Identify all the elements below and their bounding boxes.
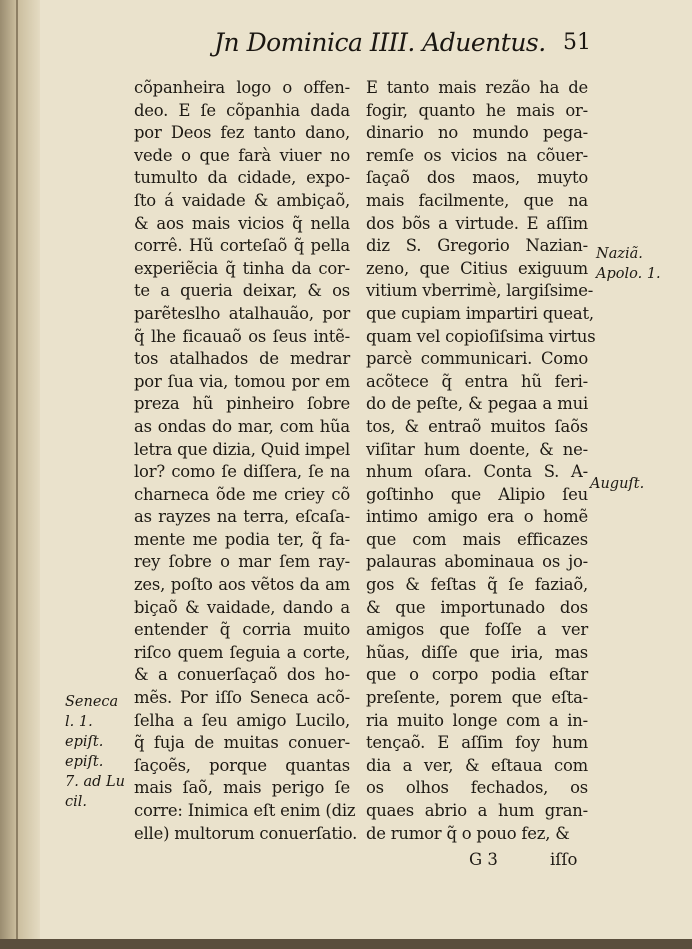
text-line: lor? como ſe diſſera, ſe na — [134, 462, 350, 482]
text-line: gos & feſtas q̃ ſe faziaõ, — [366, 575, 588, 595]
text-line: hũas, diſſe que iria, mas — [366, 642, 588, 662]
margin-note-line: Seneca — [65, 694, 119, 710]
text-line: por Deos fez tanto dano, — [134, 123, 350, 143]
text-line: mais facilmente, que na — [366, 190, 588, 210]
text-line: experiẽcia q̃ tinha da cor- — [134, 258, 350, 278]
margin-note-line: Naziã. — [596, 246, 643, 262]
text-line: por ſua via, tomou por em — [134, 371, 350, 391]
text-line: cõpanheira logo o offen- — [134, 78, 350, 97]
text-line: quam vel copioſiſsima virtus — [366, 326, 596, 346]
text-line: vede o que farà viuer no — [134, 145, 350, 165]
text-line: rey ſobre o mar ſem ray- — [134, 552, 350, 572]
text-line: riſco quem ſeguia a corte, — [134, 642, 350, 662]
text-line: palauras abominaua os jo- — [366, 552, 588, 572]
text-line: preza hũ pinheiro ſobre — [134, 394, 350, 414]
text-line: q̃ fuja de muitas conuer- — [134, 733, 350, 753]
text-line: ſaçoẽs, porque quantas — [134, 755, 350, 775]
text-line: ſelha a ſeu amigo Lucilo, — [134, 710, 350, 730]
text-line: tos, & entraõ muitos ſaõs — [366, 416, 588, 436]
margin-note-seneca — [65, 692, 131, 812]
text-line: dinario no mundo pega- — [366, 123, 588, 143]
margin-note-line: 7. ad Lu — [65, 774, 125, 790]
binding-gutter — [0, 0, 40, 949]
text-line: biçaõ & vaidade, dando a — [134, 597, 350, 617]
text-line: corrê. Hũ corteſaõ q̃ pella — [134, 236, 350, 256]
text-line: as rayzes na terra, eſcaſa- — [134, 507, 350, 527]
margin-note-line: Apolo. 1. — [596, 266, 661, 282]
text-line: entender q̃ corria muito — [134, 620, 350, 640]
text-line: que com mais efficazes — [366, 529, 588, 549]
text-line: elle) multorum conuerſatio. — [134, 823, 358, 843]
margin-note-nazianzen — [596, 244, 666, 284]
text-line: ria muito longe com a in- — [366, 710, 588, 730]
text-line: ſaçaõ dos maos, muyto — [366, 168, 588, 188]
text-line: que o corpo podia eſtar — [366, 665, 588, 685]
margin-note-augustine — [590, 474, 660, 494]
text-line: mẽs. Por iſſo Seneca acõ- — [134, 688, 350, 708]
margin-note-line: l. 1. epiſt. — [65, 714, 104, 750]
text-line: charneca õde me criey cõ — [134, 484, 350, 504]
text-line: nhum oſara. Conta S. A- — [366, 462, 588, 482]
text-line: tumulto da cidade, expo- — [134, 168, 350, 188]
text-line: os olhos fechados, os — [366, 778, 588, 798]
text-line: acõtece q̃ entra hũ feri- — [366, 371, 588, 391]
text-line: dos bõs a virtude. E aſſim — [366, 213, 588, 233]
left-text-column — [134, 77, 358, 845]
text-line: remſe os vicios na cõuer- — [366, 145, 588, 165]
running-head-title: Jn Dominica IIII. Aduentus. — [214, 28, 546, 57]
text-line: tençaõ. E aſſim foy hum — [366, 733, 588, 753]
text-line: mente me podia ter, q̃ fa- — [134, 529, 350, 549]
text-line: parẽteslho atalhauão, por — [134, 303, 350, 323]
text-line: corre: Inimica eſt enim (diz — [134, 801, 356, 820]
text-line: zes, poſto aos vẽtos da am — [134, 575, 350, 595]
page-number: 51 — [563, 30, 591, 55]
signature-mark: G 3 — [469, 850, 498, 869]
text-line: te a queria deixar, & os — [134, 281, 350, 301]
text-line: quaes abrio a hum gran- — [366, 801, 588, 820]
text-line: mais ſaõ, mais perigo ſe — [134, 778, 350, 798]
text-line: & a conuerſaçaõ dos ho- — [134, 665, 350, 685]
text-line: & que importunado dos — [366, 597, 588, 617]
text-line: as ondas do mar, com hũa — [134, 416, 350, 436]
text-line: de rumor q̃ o pouo fez, & — [366, 823, 570, 843]
margin-note-line: cil. — [65, 794, 88, 810]
text-line: viſitar hum doente, & ne- — [366, 439, 588, 459]
page-bottom-edge — [0, 939, 692, 949]
catchword: iſſo — [550, 850, 578, 869]
text-line: goſtinho que Alipio ſeu — [366, 484, 588, 504]
text-line: ſto á vaidade & ambiçaõ, — [134, 190, 350, 210]
right-text-column — [366, 77, 596, 845]
text-line: E tanto mais rezão ha de — [366, 78, 588, 97]
text-line: dia a ver, & eſtaua com — [366, 755, 588, 775]
text-line: parcè communicari. Como — [366, 349, 588, 369]
text-line: do de peſte, & pegaa a mui — [366, 394, 588, 414]
text-line: fogir, quanto he mais or- — [366, 100, 588, 120]
running-head — [214, 28, 594, 62]
text-line: letra que dizia, Quid impel — [134, 439, 350, 459]
text-line: intimo amigo era o homẽ — [366, 507, 588, 527]
text-line: zeno, que Citius exiguum — [366, 258, 588, 278]
text-line: amigos que foſſe a ver — [366, 620, 588, 640]
text-line: tos atalhados de medrar — [134, 349, 350, 369]
text-line: preſente, porem que eſta- — [366, 688, 588, 708]
text-line: deo. E ſe cõpanhia dada — [134, 100, 350, 120]
margin-note-line: epiſt. — [65, 754, 104, 770]
text-line: q̃ lhe ficauaõ os ſeus intẽ- — [134, 326, 350, 346]
text-line: que cupiam impartiri queat, — [366, 303, 594, 323]
text-line: & aos mais vicios q̃ nella — [134, 213, 350, 233]
margin-note-line: Auguſt. — [590, 476, 645, 492]
text-line: diz S. Gregorio Nazian- — [366, 236, 588, 256]
text-line: vitium vberrimè, largiſsime- — [366, 281, 594, 301]
